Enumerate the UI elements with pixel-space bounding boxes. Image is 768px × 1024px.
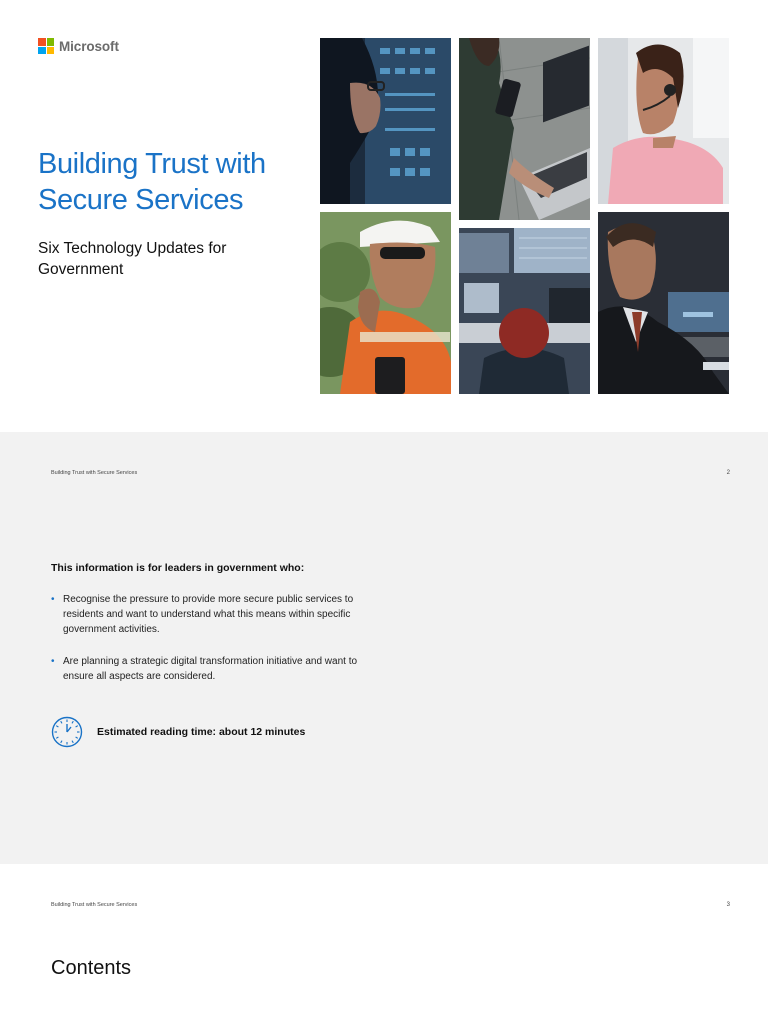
photo-person-red-hair-monitors (459, 228, 590, 394)
audience-page (0, 432, 768, 864)
audience-list (51, 592, 381, 701)
clock-icon (51, 716, 83, 748)
audience-intro: This information is for leaders in government who: (51, 562, 305, 574)
photo-woman-glasses-control-room (320, 38, 451, 204)
microsoft-logo (38, 38, 119, 54)
list-item: • Recognise the pressure to provide more secure public services to residents and want to understand what this means within specific government activities. (51, 594, 354, 635)
reading-time-label: Estimated reading time: about 12 minutes (97, 726, 306, 738)
brand-name: Microsoft (59, 38, 119, 54)
photo-man-suit-control-room (598, 212, 729, 394)
contents-heading: Contents (51, 957, 132, 979)
running-head: Building Trust with Secure Services (51, 902, 138, 908)
photo-worker-hardhat-radio (320, 212, 451, 394)
bullet-icon: • (51, 594, 55, 605)
list-item: • Are planning a strategic digital transformation initiative and want to ensure all aspects are considered. (51, 656, 358, 682)
microsoft-logo-icon (38, 38, 54, 54)
cover-subtitle: Six Technology Updates for Government (38, 240, 227, 278)
reading-time (51, 716, 305, 748)
contents-page (0, 864, 768, 1024)
photo-woman-headset (598, 38, 729, 204)
cover-page (0, 0, 768, 432)
page-number: 3 (726, 902, 730, 908)
bullet-icon: • (51, 656, 55, 667)
running-head: Building Trust with Secure Services (51, 470, 138, 476)
photo-woman-phone-laptop (459, 38, 590, 220)
cover-title: Building Trust with Secure Services (38, 148, 266, 216)
page-number: 2 (726, 470, 730, 476)
